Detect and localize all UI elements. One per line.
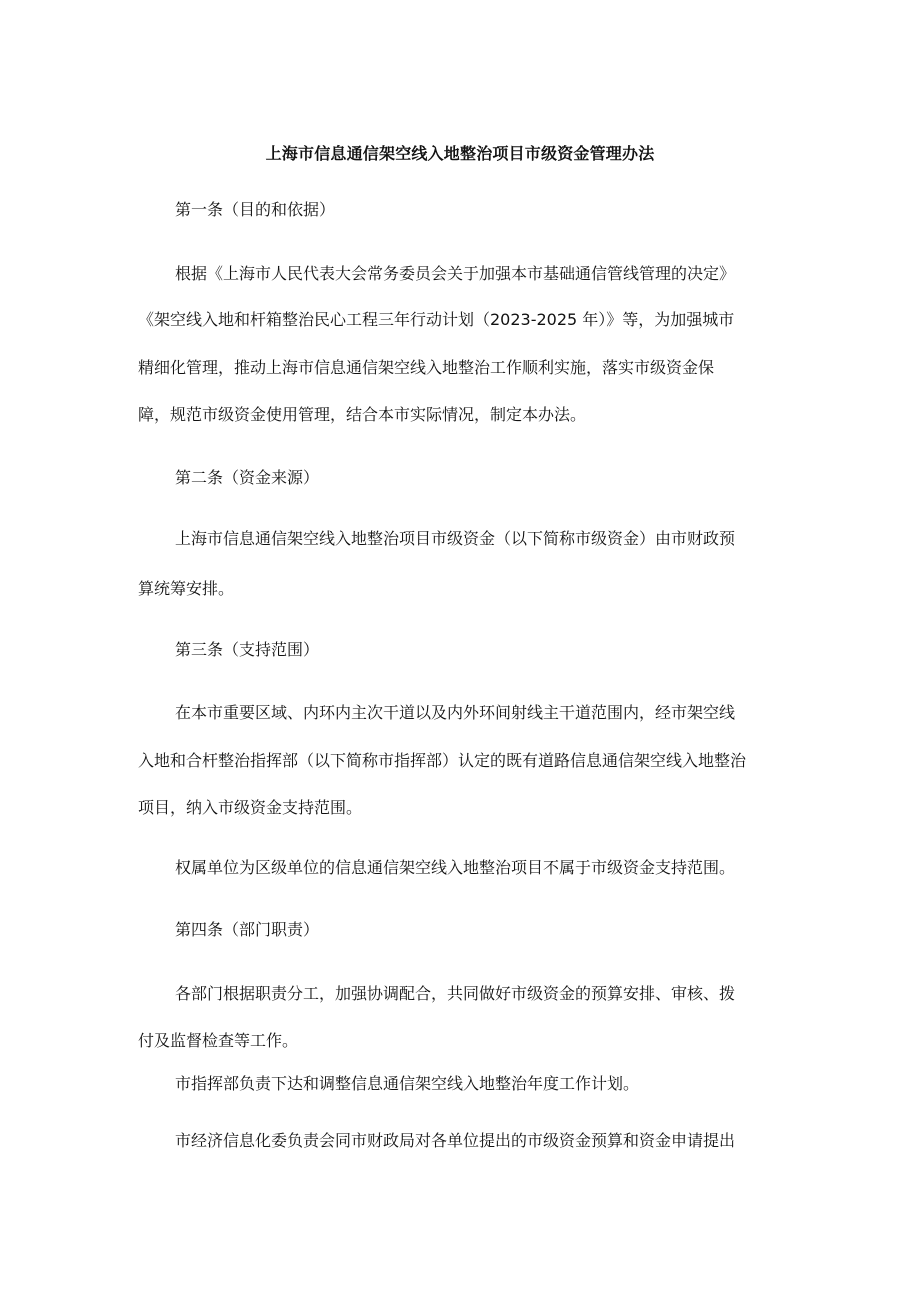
article-4-heading: 第四条（部门职责） <box>175 920 320 939</box>
article-3-paragraph-line: 在本市重要区域、内环内主次干道以及内外环间射线主干道范围内，经市架空线 <box>175 703 736 722</box>
article-1-paragraph-line: 根据《上海市人民代表大会常务委员会关于加强本市基础通信管线管理的决定》 <box>175 264 736 283</box>
article-2-heading: 第二条（资金来源） <box>175 468 320 487</box>
article-1-paragraph-line: 障，规范市级资金使用管理，结合本市实际情况，制定本办法。 <box>138 405 587 424</box>
article-4-paragraph-3-line: 市经济信息化委负责会同市财政局对各单位提出的市级资金预算和资金申请提出 <box>175 1131 736 1150</box>
article-4-paragraph-line: 各部门根据职责分工，加强协调配合，共同做好市级资金的预算安排、审核、拨 <box>175 984 736 1003</box>
article-1-heading: 第一条（目的和依据） <box>175 200 336 219</box>
article-2-paragraph-line: 上海市信息通信架空线入地整治项目市级资金（以下简称市级资金）由市财政预 <box>175 529 736 548</box>
article-1-paragraph-line: 《架空线入地和杆箱整治民心工程三年行动计划（2023-2025 年）》等，为加强城市 <box>138 310 735 329</box>
article-3-heading: 第三条（支持范围） <box>175 640 320 659</box>
article-2-paragraph-line: 算统筹安排。 <box>138 579 235 598</box>
article-1-paragraph-line: 精细化管理，推动上海市信息通信架空线入地整治工作顺利实施，落实市级资金保 <box>138 358 715 377</box>
article-4-paragraph-line: 付及监督检查等工作。 <box>138 1031 299 1050</box>
article-4-paragraph-2: 市指挥部负责下达和调整信息通信架空线入地整治年度工作计划。 <box>175 1074 640 1093</box>
document-title: 上海市信息通信架空线入地整治项目市级资金管理办法 <box>265 144 655 163</box>
article-3-paragraph-line: 入地和合杆整治指挥部（以下简称市指挥部）认定的既有道路信息通信架空线入地整治 <box>138 751 747 770</box>
article-3-paragraph-line: 项目，纳入市级资金支持范围。 <box>138 798 363 817</box>
article-3-paragraph-2: 权属单位为区级单位的信息通信架空线入地整治项目不属于市级资金支持范围。 <box>175 858 736 877</box>
